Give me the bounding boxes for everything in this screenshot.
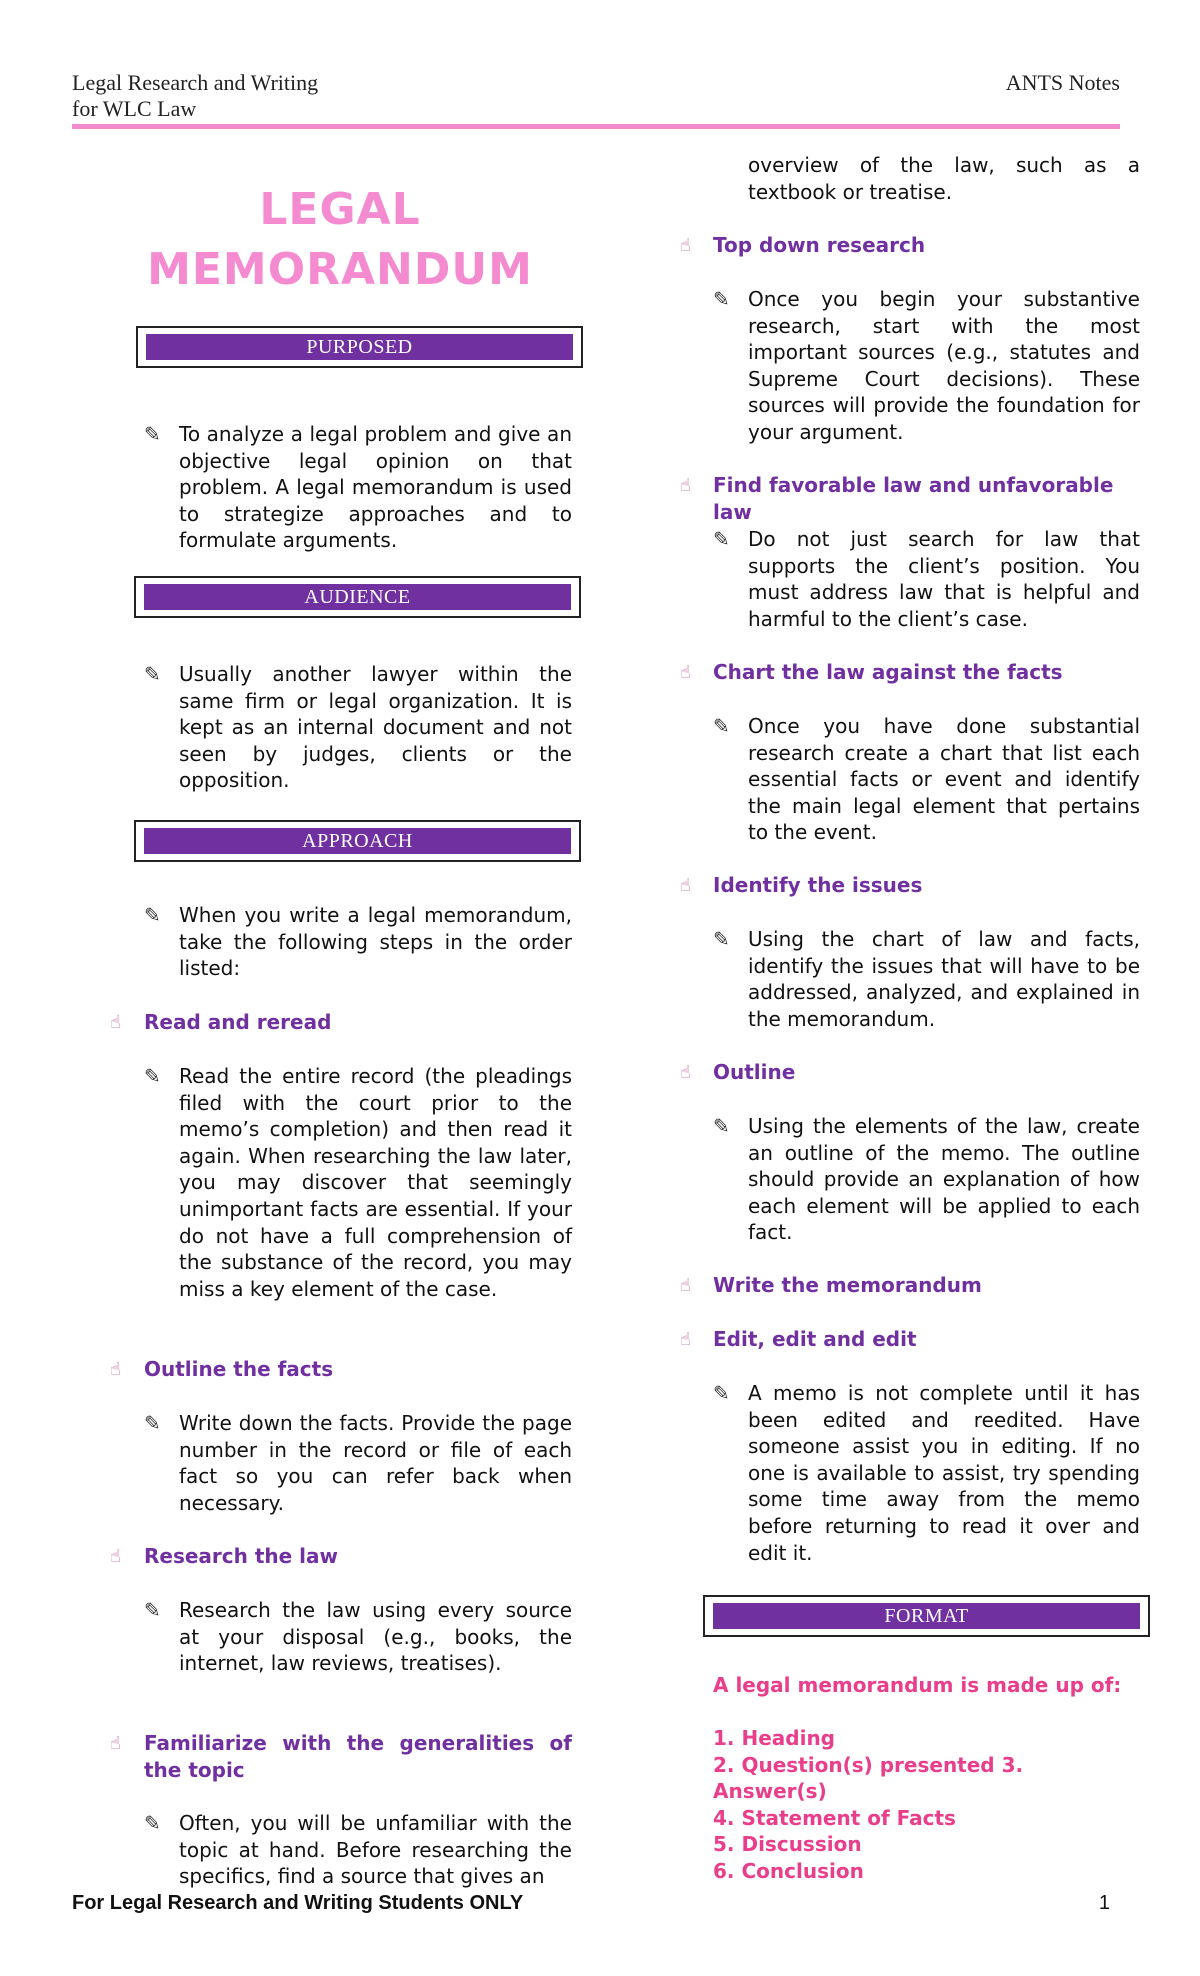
paragraph-outline-facts: Write down the facts. Provide the page number in the record or file of each fact so you can refer back when necessary.: [179, 1411, 572, 1515]
header-right: ANTS Notes: [1005, 70, 1120, 95]
section-format: [703, 1595, 1150, 1637]
paragraph-favorable: Do not just search for law that supports the client’s position. You must address law that is helpful and harmful to the client’s case.: [748, 527, 1140, 631]
subhead-write: Write the memorandum: [713, 1273, 982, 1297]
section-purposed: [136, 326, 583, 368]
hand-icon: ☝: [680, 235, 691, 256]
paragraph-issues: Using the chart of law and facts, identify the issues that will have to be addressed, analyzed, and explained in the memorandum.: [748, 927, 1140, 1031]
section-audience: [134, 576, 581, 618]
pencil-icon: ✎: [713, 714, 730, 738]
hand-icon: ☝: [110, 1733, 121, 1754]
paragraph-familiarize-cont: overview of the law, such as a textbook or treatise.: [748, 153, 1140, 204]
paragraph-purposed: To analyze a legal problem and give an objective legal opinion on that problem. A legal memorandum is used to strategize approaches and to formulate arguments.: [179, 422, 572, 553]
format-intro: A legal memorandum is made up of:: [713, 1673, 1122, 1697]
subhead-outline: Outline: [713, 1060, 796, 1084]
section-format-label: FORMAT: [713, 1603, 1140, 1629]
title-line2: MEMORANDUM: [147, 244, 533, 295]
hand-icon: ☝: [680, 662, 691, 683]
subhead-research: Research the law: [144, 1544, 339, 1568]
section-purposed-label: PURPOSED: [146, 334, 573, 360]
pencil-icon: ✎: [713, 1381, 730, 1405]
subhead-topdown: Top down research: [713, 233, 926, 257]
pencil-icon: ✎: [713, 287, 730, 311]
hand-icon: ☝: [680, 1275, 691, 1296]
subhead-familiarize: Familiarize with the generalities of the topic: [144, 1731, 572, 1782]
paragraph-edit: A memo is not complete until it has been edited and reedited. Have someone assist you in editing. If no one is available to assist, try spending some time away from the memo before returning to read it over and edit it.: [748, 1381, 1140, 1565]
pencil-icon: ✎: [144, 1411, 161, 1435]
pencil-icon: ✎: [144, 1598, 161, 1622]
format-list: [713, 1725, 1143, 1885]
paragraph-audience: Usually another lawyer within the same firm or legal organization. It is kept as an internal document and not seen by judges, clients or the opposition.: [179, 662, 572, 793]
section-approach-label: APPROACH: [144, 828, 571, 854]
paragraph-topdown: Once you begin your substantive research, start with the most important sources (e.g., statutes and Supreme Court decisions). These sources will provide the foundation for your argument.: [748, 287, 1140, 444]
section-audience-label: AUDIENCE: [144, 584, 571, 610]
hand-icon: ☝: [110, 1359, 121, 1380]
pencil-icon: ✎: [144, 1811, 161, 1835]
hand-icon: ☝: [680, 475, 691, 496]
pencil-icon: ✎: [713, 527, 730, 551]
paragraph-approach: When you write a legal memorandum, take the following steps in the order listed:: [179, 903, 572, 981]
section-approach: [134, 820, 581, 862]
hand-icon: ☝: [110, 1012, 121, 1033]
header-left: [72, 70, 318, 122]
pencil-icon: ✎: [144, 903, 161, 927]
pencil-icon: ✎: [713, 1114, 730, 1138]
format-item: 2. Question(s) presented 3. Answer(s): [713, 1752, 1024, 1804]
subhead-edit: Edit, edit and edit: [713, 1327, 917, 1351]
paragraph-read: Read the entire record (the pleadings filed with the court prior to the memo’s completion) and then read it again. When researching the law later, you may discover that seemingly unimportant facts are essential. If your do not have a full comprehension of the substance of the record, you may miss a key element of the case.: [179, 1064, 572, 1301]
format-item: 5. Discussion: [713, 1832, 862, 1857]
footer-note: For Legal Research and Writing Students ONLY: [72, 1892, 524, 1914]
subhead-read: Read and reread: [144, 1010, 332, 1034]
hand-icon: ☝: [680, 875, 691, 896]
subhead-chart: Chart the law against the facts: [713, 660, 1063, 684]
subhead-favorable: Find favorable law and unfavorable law: [713, 473, 1114, 524]
page-title: [140, 180, 540, 300]
pencil-icon: ✎: [144, 662, 161, 686]
paragraph-chart: Once you have done substantial research create a chart that list each essential facts or event and identify the main legal element that pertains to the event.: [748, 714, 1140, 845]
paragraph-research: Research the law using every source at your disposal (e.g., books, the internet, law reviews, treatises).: [179, 1598, 572, 1676]
pencil-icon: ✎: [713, 927, 730, 951]
paragraph-outline: Using the elements of the law, create an outline of the memo. The outline should provide an explanation of how each element will be applied to each fact.: [748, 1114, 1140, 1245]
page-number: 1: [1098, 1892, 1110, 1914]
format-item: 4. Statement of Facts: [713, 1805, 956, 1830]
paragraph-familiarize: Often, you will be unfamiliar with the topic at hand. Before researching the specifics, find a source that gives an: [179, 1811, 572, 1889]
header-school: for WLC Law: [72, 96, 197, 121]
subhead-outline-facts: Outline the facts: [144, 1357, 334, 1381]
header-course: Legal Research and Writing: [72, 70, 319, 95]
hand-icon: ☝: [110, 1546, 121, 1567]
format-item: 6. Conclusion: [713, 1858, 864, 1883]
hand-icon: ☝: [680, 1329, 691, 1350]
title-line1: LEGAL: [259, 184, 421, 235]
pencil-icon: ✎: [144, 422, 161, 446]
header-rule: [72, 124, 1120, 129]
subhead-issues: Identify the issues: [713, 873, 923, 897]
format-item: 1. Heading: [713, 1726, 836, 1750]
pencil-icon: ✎: [144, 1064, 161, 1088]
hand-icon: ☝: [680, 1062, 691, 1083]
